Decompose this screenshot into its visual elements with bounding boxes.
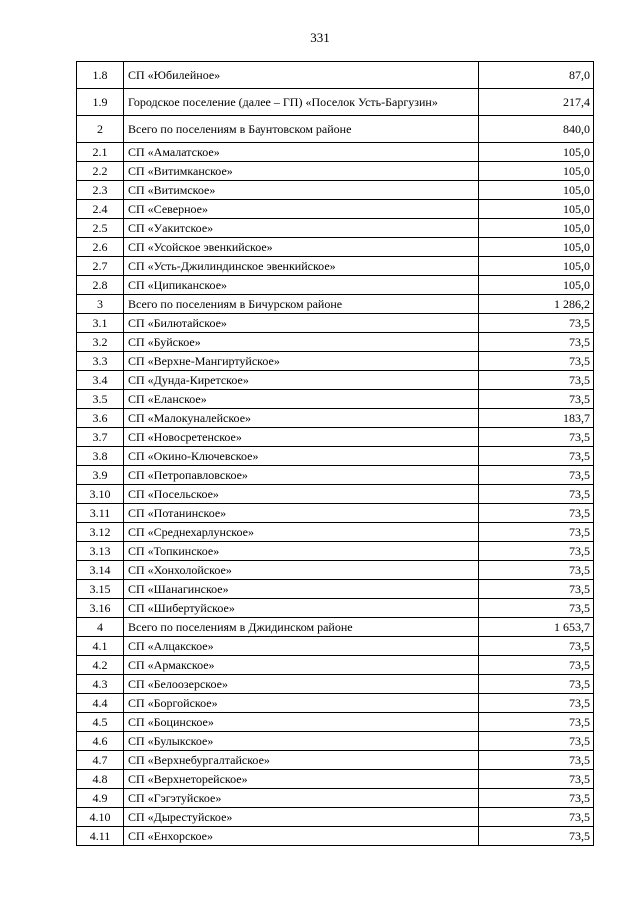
settlement-name: Всего по поселениям в Джидинском районе bbox=[124, 618, 479, 637]
row-number: 3.8 bbox=[77, 447, 124, 466]
table-row bbox=[77, 200, 594, 219]
table-row bbox=[77, 504, 594, 523]
table-row bbox=[77, 580, 594, 599]
table-row bbox=[77, 238, 594, 257]
settlement-name: СП «Усть-Джилиндинское эвенкийское» bbox=[124, 257, 479, 276]
row-number: 4.9 bbox=[77, 789, 124, 808]
row-number: 2.7 bbox=[77, 257, 124, 276]
row-number: 2.1 bbox=[77, 143, 124, 162]
table-row bbox=[77, 314, 594, 333]
allocation-value: 183,7 bbox=[479, 409, 594, 428]
settlement-name: Всего по поселениям в Баунтовском районе bbox=[124, 116, 479, 143]
settlement-name: СП «Боцинское» bbox=[124, 713, 479, 732]
table-row bbox=[77, 352, 594, 371]
row-number: 3.12 bbox=[77, 523, 124, 542]
settlement-name: СП «Окино-Ключевское» bbox=[124, 447, 479, 466]
allocation-value: 105,0 bbox=[479, 238, 594, 257]
settlement-name: СП «Шибертуйское» bbox=[124, 599, 479, 618]
budget-allocation-table bbox=[76, 61, 594, 846]
row-number: 4.8 bbox=[77, 770, 124, 789]
row-number: 2.2 bbox=[77, 162, 124, 181]
settlement-name: СП «Хонхолойское» bbox=[124, 561, 479, 580]
settlement-name: СП «Булыкское» bbox=[124, 732, 479, 751]
settlement-name: СП «Уакитское» bbox=[124, 219, 479, 238]
allocation-value: 73,5 bbox=[479, 637, 594, 656]
settlement-name: СП «Северное» bbox=[124, 200, 479, 219]
allocation-value: 73,5 bbox=[479, 580, 594, 599]
table-row bbox=[77, 618, 594, 637]
allocation-value: 73,5 bbox=[479, 371, 594, 390]
table-row bbox=[77, 827, 594, 846]
row-number: 3.1 bbox=[77, 314, 124, 333]
settlement-name: СП «Белоозерское» bbox=[124, 675, 479, 694]
table-row bbox=[77, 561, 594, 580]
table-row bbox=[77, 656, 594, 675]
allocation-value: 105,0 bbox=[479, 276, 594, 295]
allocation-value: 73,5 bbox=[479, 808, 594, 827]
settlement-name: СП «Юбилейное» bbox=[124, 62, 479, 89]
allocation-value: 105,0 bbox=[479, 181, 594, 200]
settlement-name: СП «Шанагинское» bbox=[124, 580, 479, 599]
row-number: 3.9 bbox=[77, 466, 124, 485]
row-number: 4.5 bbox=[77, 713, 124, 732]
allocation-value: 73,5 bbox=[479, 428, 594, 447]
settlement-name: СП «Топкинское» bbox=[124, 542, 479, 561]
row-number: 4 bbox=[77, 618, 124, 637]
allocation-value: 73,5 bbox=[479, 523, 594, 542]
allocation-value: 73,5 bbox=[479, 827, 594, 846]
row-number: 3.13 bbox=[77, 542, 124, 561]
row-number: 4.7 bbox=[77, 751, 124, 770]
allocation-value: 73,5 bbox=[479, 390, 594, 409]
settlement-name: СП «Гэгэтуйское» bbox=[124, 789, 479, 808]
table-row bbox=[77, 181, 594, 200]
settlement-name: СП «Новосретенское» bbox=[124, 428, 479, 447]
table-row bbox=[77, 162, 594, 181]
allocation-value: 105,0 bbox=[479, 257, 594, 276]
allocation-value: 73,5 bbox=[479, 333, 594, 352]
allocation-value: 73,5 bbox=[479, 542, 594, 561]
row-number: 3.3 bbox=[77, 352, 124, 371]
table-row bbox=[77, 409, 594, 428]
allocation-value: 105,0 bbox=[479, 219, 594, 238]
allocation-value: 73,5 bbox=[479, 561, 594, 580]
table-row bbox=[77, 713, 594, 732]
table-row bbox=[77, 390, 594, 409]
settlement-name: СП «Витимканское» bbox=[124, 162, 479, 181]
row-number: 2.5 bbox=[77, 219, 124, 238]
table-row bbox=[77, 371, 594, 390]
settlement-name: СП «Амалатское» bbox=[124, 143, 479, 162]
allocation-value: 73,5 bbox=[479, 485, 594, 504]
allocation-value: 87,0 bbox=[479, 62, 594, 89]
settlement-name: Городское поселение (далее – ГП) «Поселок Усть-Баргузин» bbox=[124, 89, 479, 116]
row-number: 3.7 bbox=[77, 428, 124, 447]
page-number: 331 bbox=[310, 30, 330, 45]
settlement-name: СП «Усойское эвенкийское» bbox=[124, 238, 479, 257]
settlement-name: СП «Еланское» bbox=[124, 390, 479, 409]
settlement-name: СП «Буйское» bbox=[124, 333, 479, 352]
row-number: 2.4 bbox=[77, 200, 124, 219]
row-number: 3.11 bbox=[77, 504, 124, 523]
allocation-value: 73,5 bbox=[479, 466, 594, 485]
settlement-name: СП «Енхорское» bbox=[124, 827, 479, 846]
allocation-value: 73,5 bbox=[479, 504, 594, 523]
allocation-value: 1 653,7 bbox=[479, 618, 594, 637]
row-number: 2.3 bbox=[77, 181, 124, 200]
table-row bbox=[77, 447, 594, 466]
settlement-name: СП «Витимское» bbox=[124, 181, 479, 200]
table-row bbox=[77, 523, 594, 542]
table-row bbox=[77, 542, 594, 561]
allocation-value: 73,5 bbox=[479, 352, 594, 371]
settlement-name: СП «Потанинское» bbox=[124, 504, 479, 523]
allocation-value: 73,5 bbox=[479, 447, 594, 466]
row-number: 3.15 bbox=[77, 580, 124, 599]
allocation-value: 73,5 bbox=[479, 675, 594, 694]
row-number: 2.6 bbox=[77, 238, 124, 257]
settlement-name: СП «Верхнебургалтайское» bbox=[124, 751, 479, 770]
row-number: 1.8 bbox=[77, 62, 124, 89]
settlement-name: СП «Верхне-Мангиртуйское» bbox=[124, 352, 479, 371]
allocation-value: 217,4 bbox=[479, 89, 594, 116]
allocation-value: 73,5 bbox=[479, 732, 594, 751]
allocation-value: 105,0 bbox=[479, 200, 594, 219]
table-body bbox=[77, 62, 594, 846]
allocation-value: 840,0 bbox=[479, 116, 594, 143]
row-number: 3.4 bbox=[77, 371, 124, 390]
allocation-value: 73,5 bbox=[479, 599, 594, 618]
settlement-name: Всего по поселениям в Бичурском районе bbox=[124, 295, 479, 314]
settlement-name: СП «Петропавловское» bbox=[124, 466, 479, 485]
settlement-name: СП «Армакское» bbox=[124, 656, 479, 675]
row-number: 4.2 bbox=[77, 656, 124, 675]
allocation-value: 105,0 bbox=[479, 162, 594, 181]
row-number: 3.14 bbox=[77, 561, 124, 580]
table-row bbox=[77, 789, 594, 808]
settlement-name: СП «Малокуналейское» bbox=[124, 409, 479, 428]
table-row bbox=[77, 808, 594, 827]
settlement-name: СП «Верхнеторейское» bbox=[124, 770, 479, 789]
settlement-name: СП «Алцакское» bbox=[124, 637, 479, 656]
row-number: 3.2 bbox=[77, 333, 124, 352]
table-row bbox=[77, 732, 594, 751]
allocation-value: 73,5 bbox=[479, 770, 594, 789]
table-row bbox=[77, 257, 594, 276]
row-number: 3.6 bbox=[77, 409, 124, 428]
row-number: 4.4 bbox=[77, 694, 124, 713]
settlement-name: СП «Среднехарлунское» bbox=[124, 523, 479, 542]
settlement-name: СП «Посельское» bbox=[124, 485, 479, 504]
table-row bbox=[77, 637, 594, 656]
table-row bbox=[77, 276, 594, 295]
table-row bbox=[77, 466, 594, 485]
table-row bbox=[77, 219, 594, 238]
table-row bbox=[77, 143, 594, 162]
table-row bbox=[77, 751, 594, 770]
settlement-name: СП «Дырестуйское» bbox=[124, 808, 479, 827]
allocation-value: 73,5 bbox=[479, 789, 594, 808]
settlement-name: СП «Боргойское» bbox=[124, 694, 479, 713]
row-number: 3 bbox=[77, 295, 124, 314]
settlement-name: СП «Билютайское» bbox=[124, 314, 479, 333]
allocation-value: 105,0 bbox=[479, 143, 594, 162]
table-row bbox=[77, 295, 594, 314]
table-row bbox=[77, 428, 594, 447]
settlement-name: СП «Дунда-Киретское» bbox=[124, 371, 479, 390]
allocation-value: 73,5 bbox=[479, 751, 594, 770]
table-row bbox=[77, 599, 594, 618]
table-row bbox=[77, 675, 594, 694]
table-row bbox=[77, 116, 594, 143]
row-number: 4.10 bbox=[77, 808, 124, 827]
row-number: 4.3 bbox=[77, 675, 124, 694]
table-row bbox=[77, 333, 594, 352]
table-row bbox=[77, 485, 594, 504]
allocation-value: 1 286,2 bbox=[479, 295, 594, 314]
row-number: 3.5 bbox=[77, 390, 124, 409]
row-number: 2.8 bbox=[77, 276, 124, 295]
row-number: 4.1 bbox=[77, 637, 124, 656]
allocation-value: 73,5 bbox=[479, 656, 594, 675]
settlement-name: СП «Ципиканское» bbox=[124, 276, 479, 295]
row-number: 4.6 bbox=[77, 732, 124, 751]
table-row bbox=[77, 89, 594, 116]
table-row bbox=[77, 694, 594, 713]
row-number: 1.9 bbox=[77, 89, 124, 116]
table-row bbox=[77, 62, 594, 89]
row-number: 3.10 bbox=[77, 485, 124, 504]
table-row bbox=[77, 770, 594, 789]
allocation-value: 73,5 bbox=[479, 314, 594, 333]
row-number: 2 bbox=[77, 116, 124, 143]
allocation-value: 73,5 bbox=[479, 713, 594, 732]
row-number: 4.11 bbox=[77, 827, 124, 846]
allocation-value: 73,5 bbox=[479, 694, 594, 713]
row-number: 3.16 bbox=[77, 599, 124, 618]
